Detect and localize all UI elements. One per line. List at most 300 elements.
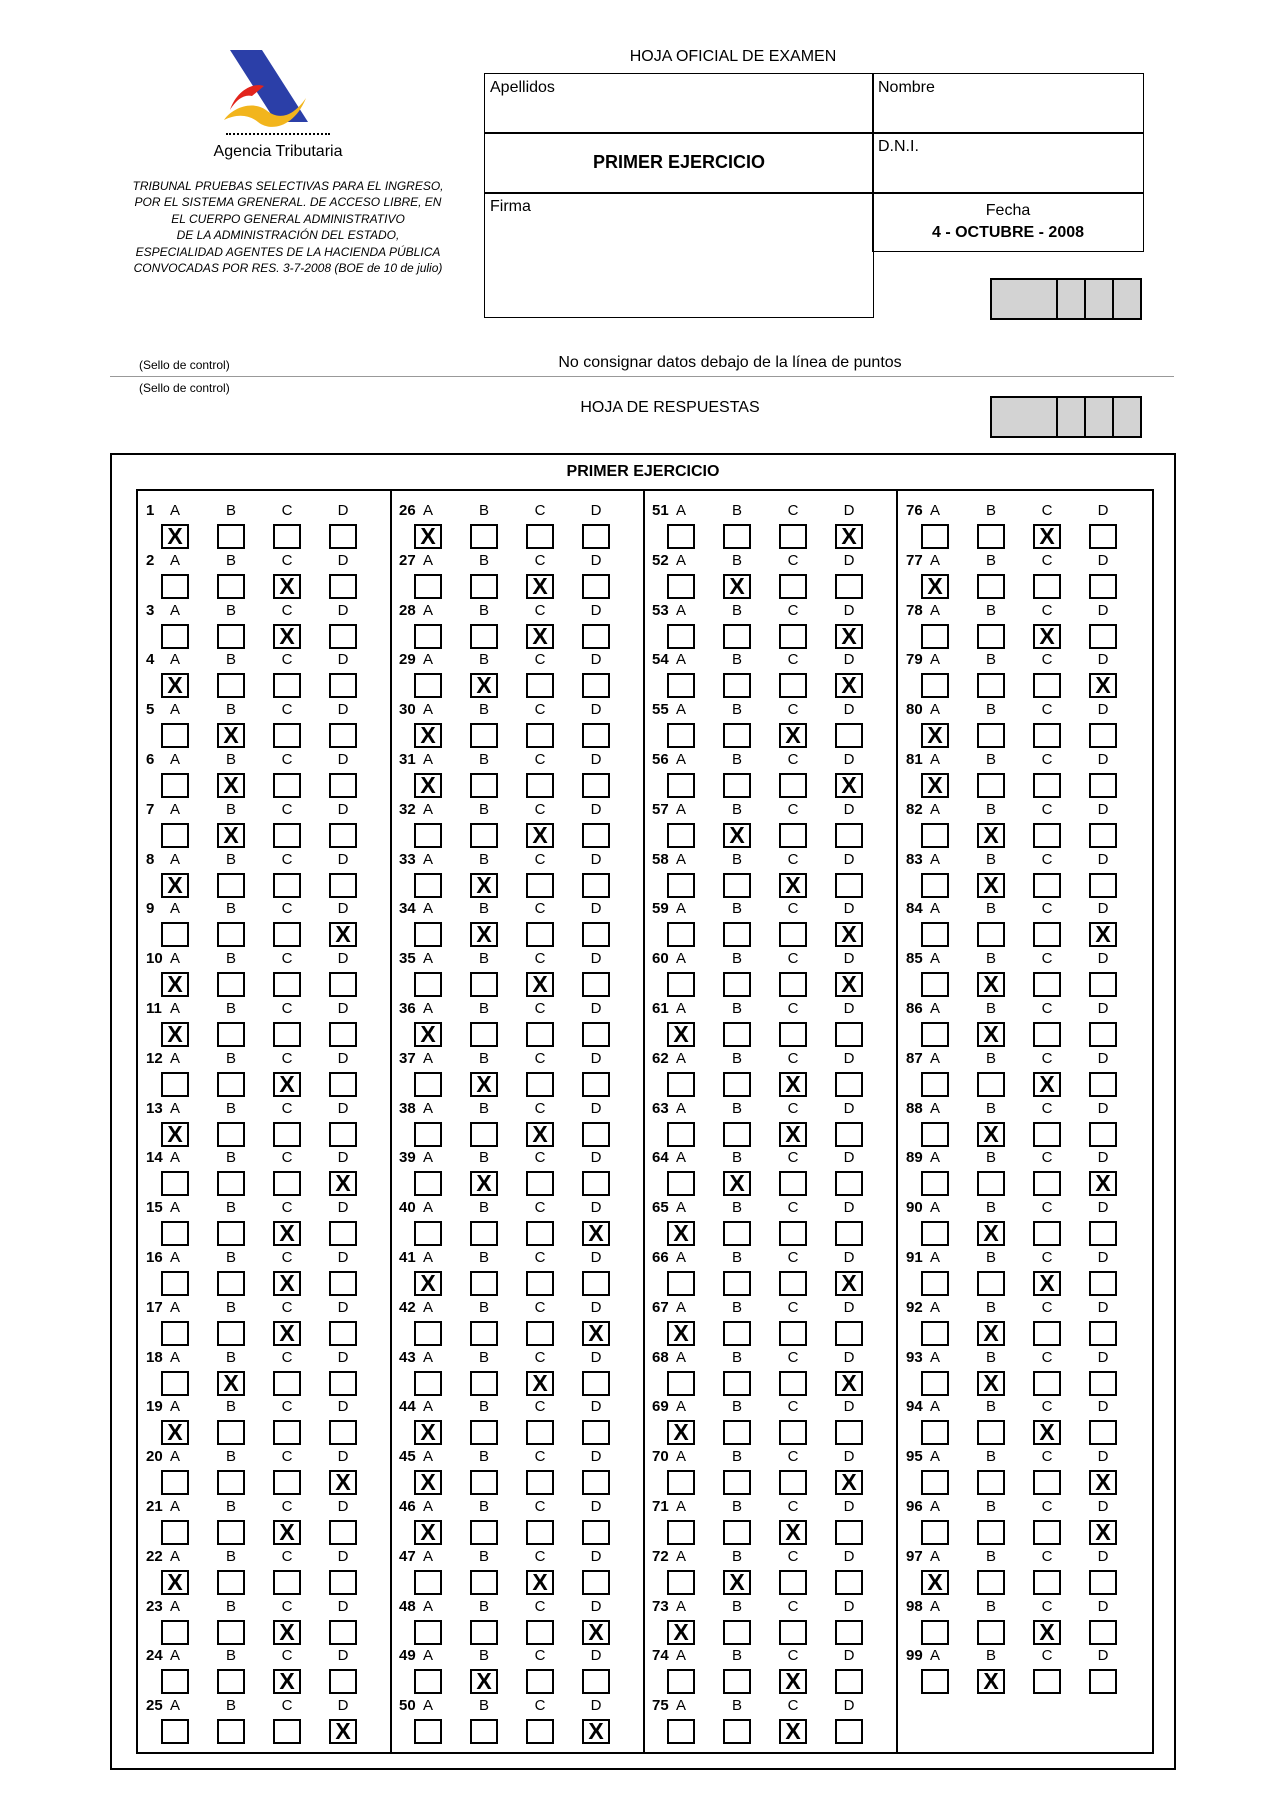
- answer-checkbox[interactable]: [582, 673, 610, 698]
- answer-checkbox[interactable]: [582, 823, 610, 848]
- answer-checkbox[interactable]: X: [921, 574, 949, 599]
- answer-checkbox[interactable]: X: [470, 673, 498, 698]
- answer-checkbox[interactable]: [217, 922, 245, 947]
- answer-checkbox[interactable]: [470, 1022, 498, 1047]
- answer-checkbox[interactable]: [273, 723, 301, 748]
- answer-checkbox[interactable]: [921, 1371, 949, 1396]
- answer-checkbox[interactable]: X: [667, 1321, 695, 1346]
- answer-checkbox[interactable]: [217, 1321, 245, 1346]
- answer-checkbox[interactable]: [526, 673, 554, 698]
- answer-checkbox[interactable]: [723, 673, 751, 698]
- answer-checkbox[interactable]: [582, 1570, 610, 1595]
- answer-checkbox[interactable]: [329, 1271, 357, 1296]
- answer-checkbox[interactable]: [414, 1122, 442, 1147]
- answer-checkbox[interactable]: [835, 1620, 863, 1645]
- answer-checkbox[interactable]: X: [414, 773, 442, 798]
- answer-checkbox[interactable]: [217, 1719, 245, 1744]
- answer-checkbox[interactable]: [161, 1171, 189, 1196]
- answer-checkbox[interactable]: [161, 1271, 189, 1296]
- answer-checkbox[interactable]: [1089, 1420, 1117, 1445]
- answer-checkbox[interactable]: X: [667, 1221, 695, 1246]
- answer-checkbox[interactable]: [1033, 1470, 1061, 1495]
- answer-checkbox[interactable]: [1089, 624, 1117, 649]
- answer-checkbox[interactable]: [921, 1420, 949, 1445]
- answer-checkbox[interactable]: X: [977, 972, 1005, 997]
- answer-checkbox[interactable]: [667, 773, 695, 798]
- answer-checkbox[interactable]: X: [273, 1221, 301, 1246]
- answer-checkbox[interactable]: X: [526, 1570, 554, 1595]
- answer-checkbox[interactable]: [667, 574, 695, 599]
- answer-checkbox[interactable]: X: [526, 1371, 554, 1396]
- answer-checkbox[interactable]: [526, 1620, 554, 1645]
- answer-checkbox[interactable]: [667, 972, 695, 997]
- answer-checkbox[interactable]: [779, 1271, 807, 1296]
- answer-checkbox[interactable]: X: [779, 1072, 807, 1097]
- answer-checkbox[interactable]: X: [1089, 1520, 1117, 1545]
- answer-checkbox[interactable]: [1089, 1371, 1117, 1396]
- answer-checkbox[interactable]: [977, 723, 1005, 748]
- answer-checkbox[interactable]: [273, 524, 301, 549]
- answer-checkbox[interactable]: X: [526, 972, 554, 997]
- answer-checkbox[interactable]: [526, 1022, 554, 1047]
- answer-checkbox[interactable]: [329, 972, 357, 997]
- answer-checkbox[interactable]: [667, 1072, 695, 1097]
- answer-checkbox[interactable]: X: [921, 723, 949, 748]
- answer-checkbox[interactable]: [161, 1520, 189, 1545]
- answer-checkbox[interactable]: [414, 922, 442, 947]
- answer-checkbox[interactable]: [921, 1520, 949, 1545]
- answer-checkbox[interactable]: [161, 1669, 189, 1694]
- answer-checkbox[interactable]: [977, 922, 1005, 947]
- answer-checkbox[interactable]: [921, 673, 949, 698]
- answer-checkbox[interactable]: [723, 723, 751, 748]
- answer-checkbox[interactable]: X: [835, 922, 863, 947]
- answer-checkbox[interactable]: [723, 1221, 751, 1246]
- answer-checkbox[interactable]: X: [273, 1072, 301, 1097]
- answer-checkbox[interactable]: X: [779, 723, 807, 748]
- answer-checkbox[interactable]: X: [1033, 524, 1061, 549]
- answer-checkbox[interactable]: [779, 574, 807, 599]
- answer-checkbox[interactable]: X: [977, 823, 1005, 848]
- answer-checkbox[interactable]: X: [723, 1570, 751, 1595]
- answer-checkbox[interactable]: [921, 823, 949, 848]
- answer-checkbox[interactable]: [161, 1620, 189, 1645]
- answer-checkbox[interactable]: [835, 1520, 863, 1545]
- answer-checkbox[interactable]: X: [835, 773, 863, 798]
- answer-checkbox[interactable]: [329, 1221, 357, 1246]
- answer-checkbox[interactable]: [470, 1221, 498, 1246]
- answer-checkbox[interactable]: X: [329, 1171, 357, 1196]
- answer-checkbox[interactable]: [273, 922, 301, 947]
- answer-checkbox[interactable]: [329, 1072, 357, 1097]
- answer-checkbox[interactable]: [217, 1221, 245, 1246]
- answer-checkbox[interactable]: [161, 723, 189, 748]
- answer-checkbox[interactable]: [667, 723, 695, 748]
- answer-checkbox[interactable]: [779, 624, 807, 649]
- answer-checkbox[interactable]: [161, 1371, 189, 1396]
- answer-checkbox[interactable]: [723, 524, 751, 549]
- answer-checkbox[interactable]: [470, 1520, 498, 1545]
- answer-checkbox[interactable]: [1089, 823, 1117, 848]
- answer-checkbox[interactable]: [273, 1122, 301, 1147]
- answer-checkbox[interactable]: [582, 873, 610, 898]
- answer-checkbox[interactable]: [470, 823, 498, 848]
- answer-checkbox[interactable]: [329, 1022, 357, 1047]
- answer-checkbox[interactable]: X: [470, 1669, 498, 1694]
- answer-checkbox[interactable]: X: [835, 1371, 863, 1396]
- answer-checkbox[interactable]: [414, 1221, 442, 1246]
- answer-checkbox[interactable]: [1089, 1321, 1117, 1346]
- answer-checkbox[interactable]: [273, 873, 301, 898]
- answer-checkbox[interactable]: [470, 1271, 498, 1296]
- answer-checkbox[interactable]: [921, 1221, 949, 1246]
- answer-checkbox[interactable]: [582, 1470, 610, 1495]
- answer-checkbox[interactable]: X: [921, 773, 949, 798]
- answer-checkbox[interactable]: [921, 1321, 949, 1346]
- answer-checkbox[interactable]: [526, 1520, 554, 1545]
- answer-checkbox[interactable]: [329, 1570, 357, 1595]
- answer-checkbox[interactable]: X: [977, 1022, 1005, 1047]
- answer-checkbox[interactable]: [217, 673, 245, 698]
- answer-checkbox[interactable]: X: [526, 1122, 554, 1147]
- answer-checkbox[interactable]: [526, 873, 554, 898]
- answer-checkbox[interactable]: [273, 1420, 301, 1445]
- answer-checkbox[interactable]: [1089, 723, 1117, 748]
- answer-checkbox[interactable]: [526, 1221, 554, 1246]
- answer-checkbox[interactable]: [526, 524, 554, 549]
- answer-checkbox[interactable]: [835, 1171, 863, 1196]
- answer-checkbox[interactable]: X: [779, 1122, 807, 1147]
- answer-checkbox[interactable]: X: [723, 1171, 751, 1196]
- answer-checkbox[interactable]: [921, 624, 949, 649]
- answer-checkbox[interactable]: [779, 1620, 807, 1645]
- answer-checkbox[interactable]: [1033, 922, 1061, 947]
- answer-checkbox[interactable]: X: [977, 1122, 1005, 1147]
- answer-checkbox[interactable]: [414, 1669, 442, 1694]
- answer-checkbox[interactable]: [161, 574, 189, 599]
- answer-checkbox[interactable]: X: [1033, 1072, 1061, 1097]
- answer-checkbox[interactable]: X: [217, 773, 245, 798]
- answer-checkbox[interactable]: [161, 823, 189, 848]
- answer-checkbox[interactable]: [470, 1321, 498, 1346]
- answer-checkbox[interactable]: [161, 773, 189, 798]
- answer-checkbox[interactable]: [921, 1470, 949, 1495]
- answer-checkbox[interactable]: [977, 673, 1005, 698]
- answer-checkbox[interactable]: [414, 1171, 442, 1196]
- answer-checkbox[interactable]: [217, 624, 245, 649]
- answer-checkbox[interactable]: [414, 1321, 442, 1346]
- answer-checkbox[interactable]: [582, 1669, 610, 1694]
- answer-checkbox[interactable]: [470, 723, 498, 748]
- answer-checkbox[interactable]: [723, 1271, 751, 1296]
- answer-checkbox[interactable]: [1089, 1271, 1117, 1296]
- answer-checkbox[interactable]: [921, 1122, 949, 1147]
- answer-checkbox[interactable]: [835, 1122, 863, 1147]
- answer-checkbox[interactable]: [921, 1620, 949, 1645]
- answer-checkbox[interactable]: [779, 1321, 807, 1346]
- firma-field[interactable]: [484, 192, 874, 318]
- answer-checkbox[interactable]: [1089, 972, 1117, 997]
- answer-checkbox[interactable]: [161, 1719, 189, 1744]
- answer-checkbox[interactable]: [835, 1221, 863, 1246]
- answer-checkbox[interactable]: [526, 922, 554, 947]
- answer-checkbox[interactable]: X: [273, 574, 301, 599]
- answer-checkbox[interactable]: [582, 1072, 610, 1097]
- answer-checkbox[interactable]: [835, 723, 863, 748]
- answer-checkbox[interactable]: [921, 922, 949, 947]
- answer-checkbox[interactable]: X: [414, 1271, 442, 1296]
- answer-checkbox[interactable]: [779, 1420, 807, 1445]
- answer-checkbox[interactable]: [667, 1122, 695, 1147]
- answer-checkbox[interactable]: [273, 773, 301, 798]
- answer-checkbox[interactable]: [582, 1271, 610, 1296]
- answer-checkbox[interactable]: [1089, 1669, 1117, 1694]
- answer-checkbox[interactable]: X: [835, 1271, 863, 1296]
- answer-checkbox[interactable]: [329, 823, 357, 848]
- answer-checkbox[interactable]: [723, 624, 751, 649]
- answer-checkbox[interactable]: [470, 1620, 498, 1645]
- answer-checkbox[interactable]: [217, 1520, 245, 1545]
- answer-checkbox[interactable]: X: [414, 1420, 442, 1445]
- answer-checkbox[interactable]: [217, 1122, 245, 1147]
- answer-checkbox[interactable]: [835, 1321, 863, 1346]
- answer-checkbox[interactable]: [582, 1371, 610, 1396]
- answer-checkbox[interactable]: X: [1089, 1171, 1117, 1196]
- answer-checkbox[interactable]: [835, 1072, 863, 1097]
- answer-checkbox[interactable]: [1089, 773, 1117, 798]
- answer-checkbox[interactable]: X: [835, 673, 863, 698]
- answer-checkbox[interactable]: [835, 1719, 863, 1744]
- answer-checkbox[interactable]: X: [779, 1520, 807, 1545]
- answer-checkbox[interactable]: X: [582, 1321, 610, 1346]
- answer-checkbox[interactable]: [667, 873, 695, 898]
- answer-checkbox[interactable]: X: [835, 624, 863, 649]
- answer-checkbox[interactable]: [414, 1570, 442, 1595]
- answer-checkbox[interactable]: [667, 1669, 695, 1694]
- answer-checkbox[interactable]: [582, 624, 610, 649]
- answer-checkbox[interactable]: [161, 1221, 189, 1246]
- answer-checkbox[interactable]: X: [977, 1221, 1005, 1246]
- answer-checkbox[interactable]: X: [977, 1669, 1005, 1694]
- answer-checkbox[interactable]: [921, 1072, 949, 1097]
- answer-checkbox[interactable]: [273, 1470, 301, 1495]
- answer-checkbox[interactable]: X: [217, 1371, 245, 1396]
- answer-checkbox[interactable]: X: [273, 1520, 301, 1545]
- answer-checkbox[interactable]: [526, 1072, 554, 1097]
- answer-checkbox[interactable]: [470, 524, 498, 549]
- answer-checkbox[interactable]: [273, 1022, 301, 1047]
- answer-checkbox[interactable]: X: [526, 624, 554, 649]
- answer-checkbox[interactable]: X: [161, 673, 189, 698]
- answer-checkbox[interactable]: [329, 1122, 357, 1147]
- answer-checkbox[interactable]: X: [329, 1470, 357, 1495]
- answer-checkbox[interactable]: [723, 1022, 751, 1047]
- answer-checkbox[interactable]: X: [921, 1570, 949, 1595]
- answer-checkbox[interactable]: [835, 873, 863, 898]
- answer-checkbox[interactable]: [414, 1072, 442, 1097]
- answer-checkbox[interactable]: [1033, 1022, 1061, 1047]
- answer-checkbox[interactable]: [526, 723, 554, 748]
- answer-checkbox[interactable]: [667, 1371, 695, 1396]
- answer-checkbox[interactable]: [723, 922, 751, 947]
- answer-checkbox[interactable]: [1089, 1122, 1117, 1147]
- answer-checkbox[interactable]: [273, 823, 301, 848]
- answer-checkbox[interactable]: [414, 1371, 442, 1396]
- answer-checkbox[interactable]: [470, 624, 498, 649]
- answer-checkbox[interactable]: [667, 1171, 695, 1196]
- answer-checkbox[interactable]: [977, 773, 1005, 798]
- answer-checkbox[interactable]: [526, 1321, 554, 1346]
- answer-checkbox[interactable]: [526, 1470, 554, 1495]
- answer-checkbox[interactable]: X: [273, 1321, 301, 1346]
- answer-checkbox[interactable]: [723, 873, 751, 898]
- answer-checkbox[interactable]: [779, 1022, 807, 1047]
- answer-checkbox[interactable]: X: [977, 1321, 1005, 1346]
- answer-checkbox[interactable]: [470, 1719, 498, 1744]
- answer-checkbox[interactable]: [667, 624, 695, 649]
- answer-checkbox[interactable]: X: [161, 873, 189, 898]
- answer-checkbox[interactable]: [835, 1669, 863, 1694]
- answer-checkbox[interactable]: [273, 1719, 301, 1744]
- answer-checkbox[interactable]: X: [835, 524, 863, 549]
- answer-checkbox[interactable]: [723, 1470, 751, 1495]
- answer-checkbox[interactable]: X: [977, 873, 1005, 898]
- answer-checkbox[interactable]: [1033, 1520, 1061, 1545]
- answer-checkbox[interactable]: [217, 1570, 245, 1595]
- answer-checkbox[interactable]: [273, 1171, 301, 1196]
- answer-checkbox[interactable]: [414, 624, 442, 649]
- answer-checkbox[interactable]: [921, 972, 949, 997]
- answer-checkbox[interactable]: [977, 1420, 1005, 1445]
- answer-checkbox[interactable]: X: [414, 723, 442, 748]
- answer-checkbox[interactable]: [470, 1470, 498, 1495]
- answer-checkbox[interactable]: [217, 1271, 245, 1296]
- answer-checkbox[interactable]: [582, 922, 610, 947]
- answer-checkbox[interactable]: [273, 673, 301, 698]
- answer-checkbox[interactable]: [1033, 574, 1061, 599]
- answer-checkbox[interactable]: [414, 673, 442, 698]
- answer-checkbox[interactable]: [273, 1371, 301, 1396]
- answer-checkbox[interactable]: X: [414, 1022, 442, 1047]
- answer-checkbox[interactable]: [835, 1570, 863, 1595]
- answer-checkbox[interactable]: [667, 1570, 695, 1595]
- answer-checkbox[interactable]: [582, 1122, 610, 1147]
- answer-checkbox[interactable]: [723, 1371, 751, 1396]
- answer-checkbox[interactable]: [217, 574, 245, 599]
- answer-checkbox[interactable]: [526, 1271, 554, 1296]
- answer-checkbox[interactable]: [414, 873, 442, 898]
- answer-checkbox[interactable]: [1089, 1570, 1117, 1595]
- answer-checkbox[interactable]: X: [470, 1171, 498, 1196]
- answer-checkbox[interactable]: [526, 1171, 554, 1196]
- answer-checkbox[interactable]: [723, 1072, 751, 1097]
- answer-checkbox[interactable]: [329, 624, 357, 649]
- answer-checkbox[interactable]: [582, 1420, 610, 1445]
- answer-checkbox[interactable]: X: [779, 1669, 807, 1694]
- answer-checkbox[interactable]: [1033, 773, 1061, 798]
- answer-checkbox[interactable]: [835, 574, 863, 599]
- answer-checkbox[interactable]: [582, 524, 610, 549]
- answer-checkbox[interactable]: [1033, 1171, 1061, 1196]
- answer-checkbox[interactable]: [977, 524, 1005, 549]
- answer-checkbox[interactable]: [217, 524, 245, 549]
- answer-checkbox[interactable]: [582, 972, 610, 997]
- answer-checkbox[interactable]: [977, 624, 1005, 649]
- answer-checkbox[interactable]: X: [1033, 624, 1061, 649]
- answer-checkbox[interactable]: [582, 1171, 610, 1196]
- apellidos-field[interactable]: [484, 73, 874, 134]
- answer-checkbox[interactable]: [1089, 873, 1117, 898]
- answer-checkbox[interactable]: [470, 1122, 498, 1147]
- answer-checkbox[interactable]: [329, 1420, 357, 1445]
- answer-checkbox[interactable]: [977, 1072, 1005, 1097]
- answer-checkbox[interactable]: X: [329, 922, 357, 947]
- answer-checkbox[interactable]: [329, 1321, 357, 1346]
- answer-checkbox[interactable]: X: [1089, 922, 1117, 947]
- answer-checkbox[interactable]: [1033, 1570, 1061, 1595]
- answer-checkbox[interactable]: X: [667, 1022, 695, 1047]
- answer-checkbox[interactable]: [921, 873, 949, 898]
- answer-checkbox[interactable]: [667, 1271, 695, 1296]
- answer-checkbox[interactable]: [526, 773, 554, 798]
- answer-checkbox[interactable]: [723, 1122, 751, 1147]
- answer-checkbox[interactable]: [667, 673, 695, 698]
- dni-field[interactable]: [872, 132, 1144, 194]
- answer-checkbox[interactable]: [526, 1420, 554, 1445]
- answer-checkbox[interactable]: [667, 1470, 695, 1495]
- answer-checkbox[interactable]: [161, 1470, 189, 1495]
- answer-checkbox[interactable]: [217, 1470, 245, 1495]
- answer-checkbox[interactable]: X: [723, 823, 751, 848]
- answer-checkbox[interactable]: [779, 1570, 807, 1595]
- answer-checkbox[interactable]: [779, 1470, 807, 1495]
- answer-checkbox[interactable]: [921, 524, 949, 549]
- answer-checkbox[interactable]: [1033, 1122, 1061, 1147]
- answer-checkbox[interactable]: X: [414, 524, 442, 549]
- answer-checkbox[interactable]: [779, 773, 807, 798]
- answer-checkbox[interactable]: X: [217, 723, 245, 748]
- answer-checkbox[interactable]: X: [977, 1371, 1005, 1396]
- answer-checkbox[interactable]: [667, 524, 695, 549]
- answer-checkbox[interactable]: X: [1033, 1420, 1061, 1445]
- answer-checkbox[interactable]: X: [582, 1719, 610, 1744]
- answer-checkbox[interactable]: [1033, 873, 1061, 898]
- answer-checkbox[interactable]: [1089, 1221, 1117, 1246]
- answer-checkbox[interactable]: X: [273, 1669, 301, 1694]
- answer-checkbox[interactable]: X: [161, 972, 189, 997]
- answer-checkbox[interactable]: [667, 922, 695, 947]
- answer-checkbox[interactable]: X: [1033, 1620, 1061, 1645]
- answer-checkbox[interactable]: [779, 1221, 807, 1246]
- answer-checkbox[interactable]: X: [414, 1470, 442, 1495]
- answer-checkbox[interactable]: X: [414, 1520, 442, 1545]
- answer-checkbox[interactable]: X: [779, 1719, 807, 1744]
- answer-checkbox[interactable]: [273, 1570, 301, 1595]
- answer-checkbox[interactable]: [582, 723, 610, 748]
- answer-checkbox[interactable]: [723, 1669, 751, 1694]
- answer-checkbox[interactable]: [217, 1620, 245, 1645]
- answer-checkbox[interactable]: [1089, 1620, 1117, 1645]
- nombre-field[interactable]: [872, 73, 1144, 134]
- answer-checkbox[interactable]: [779, 673, 807, 698]
- answer-checkbox[interactable]: [329, 1520, 357, 1545]
- answer-checkbox[interactable]: [977, 1620, 1005, 1645]
- answer-checkbox[interactable]: [779, 524, 807, 549]
- answer-checkbox[interactable]: [723, 1420, 751, 1445]
- answer-checkbox[interactable]: [329, 524, 357, 549]
- answer-checkbox[interactable]: [779, 1171, 807, 1196]
- answer-checkbox[interactable]: [273, 972, 301, 997]
